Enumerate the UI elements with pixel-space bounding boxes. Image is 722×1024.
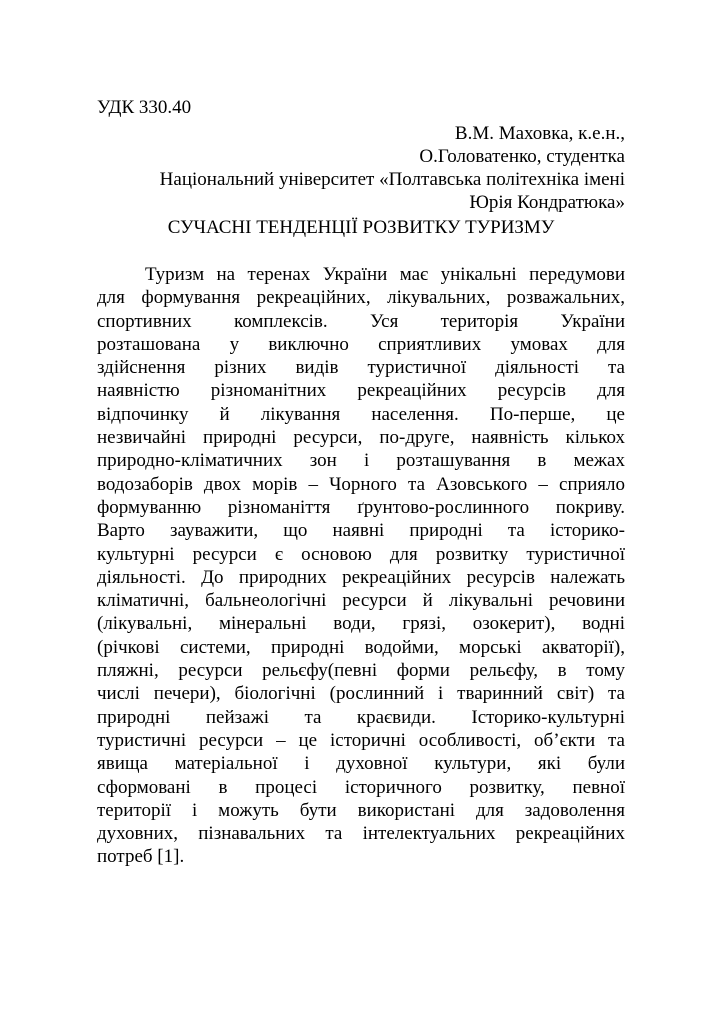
paragraph-line: водозаборів двох морів – Чорного та Азовського – сприяло: [97, 473, 625, 495]
paragraph-line: культурні ресурси є основою для розвитку туристичної: [97, 543, 625, 565]
author-line: В.М. Маховка, к.е.н.,: [454, 123, 625, 144]
paragraph-line: формуванню різноманіття ґрунтово-рослинного покриву.: [97, 496, 625, 518]
paragraph-line: наявністю різноманітних рекреаційних ресурсів для: [97, 380, 625, 402]
article-title: СУЧАСНІ ТЕНДЕНЦІЇ РОЗВИТКУ ТУРИЗМУ: [167, 217, 555, 238]
paragraph-line: (лікувальні, мінеральні води, грязі, озокерит), водні: [97, 613, 625, 635]
paragraph-line: спортивних комплексів. Уся територія України: [97, 310, 625, 332]
paragraph-line: відпочинку й лікування населення. По-перше, це: [97, 403, 625, 425]
paragraph-line: (річкові системи, природні водойми, морські акваторії),: [97, 636, 625, 658]
paragraph-line: природні пейзажі та краєвиди. Історико-культурні: [97, 706, 625, 728]
author-line: О.Головатенко, студентка: [419, 146, 625, 167]
paragraph-line: числі печери), біологічні (рослинний і тваринний світ) та: [97, 683, 625, 705]
paragraph-line: духовних, пізнавальних та інтелектуальних рекреаційних: [97, 823, 625, 845]
paragraph-line: діяльності. До природних рекреаційних ресурсів належать: [97, 566, 625, 588]
paragraph-line: здійснення різних видів туристичної діяльності та: [97, 357, 625, 379]
paragraph-line: сформовані в процесі історичного розвитку, певної: [97, 776, 625, 798]
paragraph-line: пляжні, ресурси рельєфу(певні форми рельєфу, в тому: [97, 660, 625, 682]
article-body: [97, 263, 625, 869]
affiliation-line: Юрія Кондратюка»: [469, 192, 625, 213]
author-block: [85, 122, 625, 214]
paragraph-line: кліматичні, бальнеологічні ресурси й лікувальні речовини: [97, 590, 625, 612]
paragraph-line: Варто зауважити, що наявні природні та історико-: [97, 520, 625, 542]
udc-code: УДК 330.40: [97, 97, 192, 118]
paragraph-line: Туризм на теренах України має унікальні передумови: [145, 264, 625, 285]
affiliation-line: Національний університет «Полтавська політехніка імені: [159, 169, 625, 190]
paragraph-line: розташована у виключно сприятливих умовах для: [97, 333, 625, 355]
paragraph-line: природно-кліматичних зон і розташування в межах: [97, 450, 625, 472]
paragraph-line: для формування рекреаційних, лікувальних, розважальних,: [97, 287, 625, 309]
paragraph-line: туристичні ресурси – це історичні особливості, об’єкти та: [97, 729, 625, 751]
paragraph-line: явища матеріальної і духовної культури, які були: [97, 753, 625, 775]
paragraph-line: незвичайні природні ресурси, по-друге, наявність кількох: [97, 427, 625, 449]
paragraph-line: території і можуть бути використані для задоволення: [97, 799, 625, 821]
paragraph-line: потреб [1].: [97, 846, 185, 868]
